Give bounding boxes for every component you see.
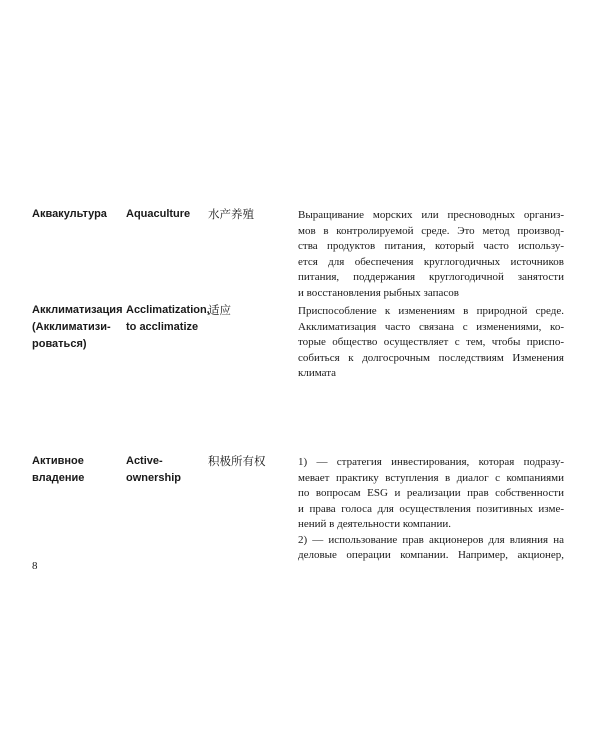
term-chinese: 积极所有权 (208, 454, 266, 468)
definition-line: нений в деятельности компании. (298, 518, 452, 530)
definition-line: по вопросам ESG и реализации прав собственности (298, 487, 564, 499)
definition-line: и права голоса для осуществления позитивных изме- (298, 502, 564, 515)
term-english-line: ownership (126, 472, 182, 484)
definition-line: торые общество осуществляет с тем, чтобы приспо- (298, 336, 564, 348)
term-chinese: 适应 (208, 303, 231, 317)
definition-line: 1) — стратегия инвестирования, которая подразу- (298, 456, 564, 468)
definition-line: деловые операции компании. Например, акционер, (298, 549, 564, 561)
definition-line: Приспособление к изменениям в природной среде. (298, 305, 564, 317)
definition-line: мов в контролируемой среде. Это метод производ- (298, 224, 564, 237)
definition-line: 2) — использование прав акционеров для влияния на (298, 533, 564, 546)
term-english-line: Aquaculture (126, 208, 191, 220)
term-english-line: Active- (126, 455, 163, 467)
definition-line: мевает практику вступления в диалог с компаниями (298, 471, 564, 484)
term-definition (298, 208, 564, 301)
definition-line: собиться к долгосрочным последствиям Изменения (298, 351, 564, 364)
term-russian (32, 453, 128, 487)
definition-line: и восстановления рыбных запасов (298, 286, 459, 299)
definition-line: Выращивание морских или пресноводных организ- (298, 209, 564, 221)
definition-line: ства продуктов питания, который часто использу- (298, 240, 564, 252)
definition-line: климата (298, 367, 337, 379)
term-russian-line: (Акклиматизи- (32, 321, 111, 333)
term-definition (298, 304, 564, 382)
term-russian-line: Активное (32, 455, 84, 467)
term-russian (32, 302, 128, 353)
definition-line: Акклиматизация часто связана с изменениями, ко- (298, 320, 564, 333)
term-russian-line: Аквакультура (32, 208, 107, 220)
term-english-line: Acclimatization, (126, 304, 210, 316)
term-russian-line: Акклиматизация (32, 304, 123, 316)
term-russian-line: владение (32, 472, 85, 484)
definition-line: ется для обеспечения круглогодичных источников (298, 255, 564, 268)
term-english (126, 302, 208, 336)
definition-line: питания, поддержания круглогодичной занятости (298, 271, 564, 283)
term-russian (32, 206, 128, 223)
term-russian-line: роваться) (32, 338, 87, 350)
term-english (126, 206, 208, 223)
term-english (126, 453, 208, 487)
term-chinese: 水产养殖 (208, 207, 254, 221)
term-definition (298, 455, 564, 564)
page-number: 8 (32, 560, 38, 572)
term-english-line: to acclimatize (126, 321, 199, 333)
